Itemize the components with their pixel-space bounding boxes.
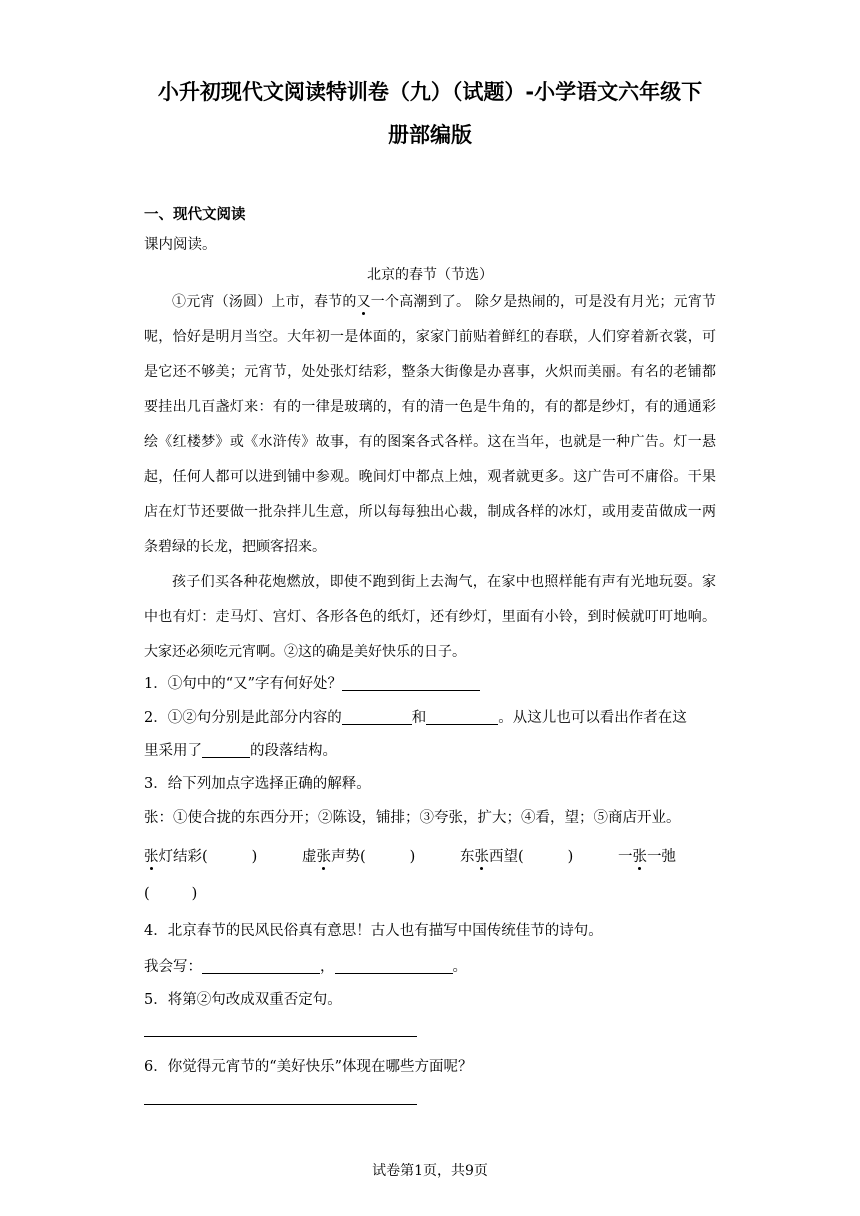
dotted-char-zhang-2: 张 [316, 849, 331, 865]
question-4-answer: 我会写： ， 。 [144, 959, 467, 975]
dotted-char-zhang-3: 张 [474, 849, 489, 865]
dotted-char-zhang-4: 张 [632, 849, 647, 865]
page-footer: 试卷第1页，共9页 [372, 1163, 488, 1179]
section-heading: 一、现代文阅读 [144, 207, 246, 223]
q3-item-2: 虚张声势( ) [302, 849, 416, 865]
question-4: 4．北京春节的民风民俗真有意思！古人也有描写中国传统佳节的诗句。 [144, 923, 603, 939]
q3-item-4: 一张一弛 [618, 849, 676, 865]
answer-blank-q4-2[interactable] [335, 957, 453, 974]
passage-p1-rest: 一个高潮到了。 除夕是热闹的，可是没有月光；元宵节呢，恰好是明月当空。大年初一是体面的，家家门前贴着鲜红的春联，人们穿着新衣裳，可是它还不够美；元宵节，处处张灯结彩，整条大街像是办喜事，火炽而美丽。有名的老铺都要挂出几百盏灯来：有的一律是玻璃的，有的清一色是牛角的，有的都是纱灯，有的通通彩绘《红楼梦》或《水浒传》故事，有的图案各式各样。这在当年，也就是一种广告。灯一悬起，任何人都可以进到铺中参观。晚间灯中都点上烛，观者就更多。这广告可不庸俗。干果店在灯节还要做一批杂拌儿生意，所以每每独出心裁，制成各样的冰灯，或用麦苗做成一两条碧绿的长龙，把顾客招来。 [144, 294, 717, 555]
answer-blank-q4-1[interactable] [202, 957, 320, 974]
answer-blank-q1[interactable] [342, 674, 480, 691]
answer-blank-q2-2[interactable] [426, 708, 498, 725]
exam-title-line1: 小升初现代文阅读特训卷（九）（试题）-小学语文六年级下 [157, 80, 703, 104]
question-2-text-d: 里采用了 [144, 743, 202, 759]
question-2-text-b: 和 [411, 710, 427, 726]
answer-line-q6[interactable] [144, 1104, 417, 1105]
section-intro: 课内阅读。 [144, 237, 217, 253]
question-2-text-e: 的段落结构。 [250, 743, 337, 759]
passage-title: 北京的春节（节选） [367, 267, 493, 283]
question-2-text-c: 。从这儿也可以看出作者在这 [498, 710, 687, 726]
exam-title-line2: 册部编版 [388, 123, 472, 147]
q3-item-3: 东张西望( ) [460, 849, 574, 865]
dotted-char-zhang-1: 张 [144, 849, 159, 865]
question-2-text-a: 2．①②句分别是此部分内容的 [144, 710, 342, 726]
question-2-line1 [144, 706, 687, 727]
question-5: 5．将第②句改成双重否定句。 [144, 992, 342, 1008]
dotted-char-you: 又 [356, 294, 371, 310]
q3-item-1: 张灯结彩( ) [144, 849, 258, 865]
passage-paragraph-2: 孩子们买各种花炮燃放，即使不跑到街上去淘气，在家中也照样能有声有光地玩耍。家中也有灯：走马灯、宫灯、各形各色的纸灯，还有纱灯，里面有小铃，到时候就叮叮地响。大家还必须吃元宵啊。②这的确是美好快乐的日子。 [144, 574, 716, 660]
passage-p1-start: ①元宵（汤圆）上市，春节的 [172, 294, 357, 310]
answer-blank-q2-1[interactable] [342, 708, 412, 725]
question-3: 3．给下列加点字选择正确的解释。 [144, 776, 371, 792]
answer-blank-q2-3[interactable] [202, 741, 250, 758]
answer-line-q5[interactable] [144, 1036, 417, 1037]
q3-item-4-answer: ( ) [144, 886, 198, 902]
question-2-line2 [144, 739, 337, 760]
question-6: 6．你觉得元宵节的“美好快乐”体现在哪些方面呢？ [144, 1059, 473, 1075]
question-3-definitions: 张：①使合拢的东西分开；②陈设，铺排；③夸张，扩大；④看，望；⑤商店开业。 [144, 810, 681, 826]
passage-paragraph-1 [144, 285, 716, 565]
question-1 [144, 672, 480, 693]
question-1-text: 1．①句中的“又”字有何好处？ [144, 676, 343, 692]
